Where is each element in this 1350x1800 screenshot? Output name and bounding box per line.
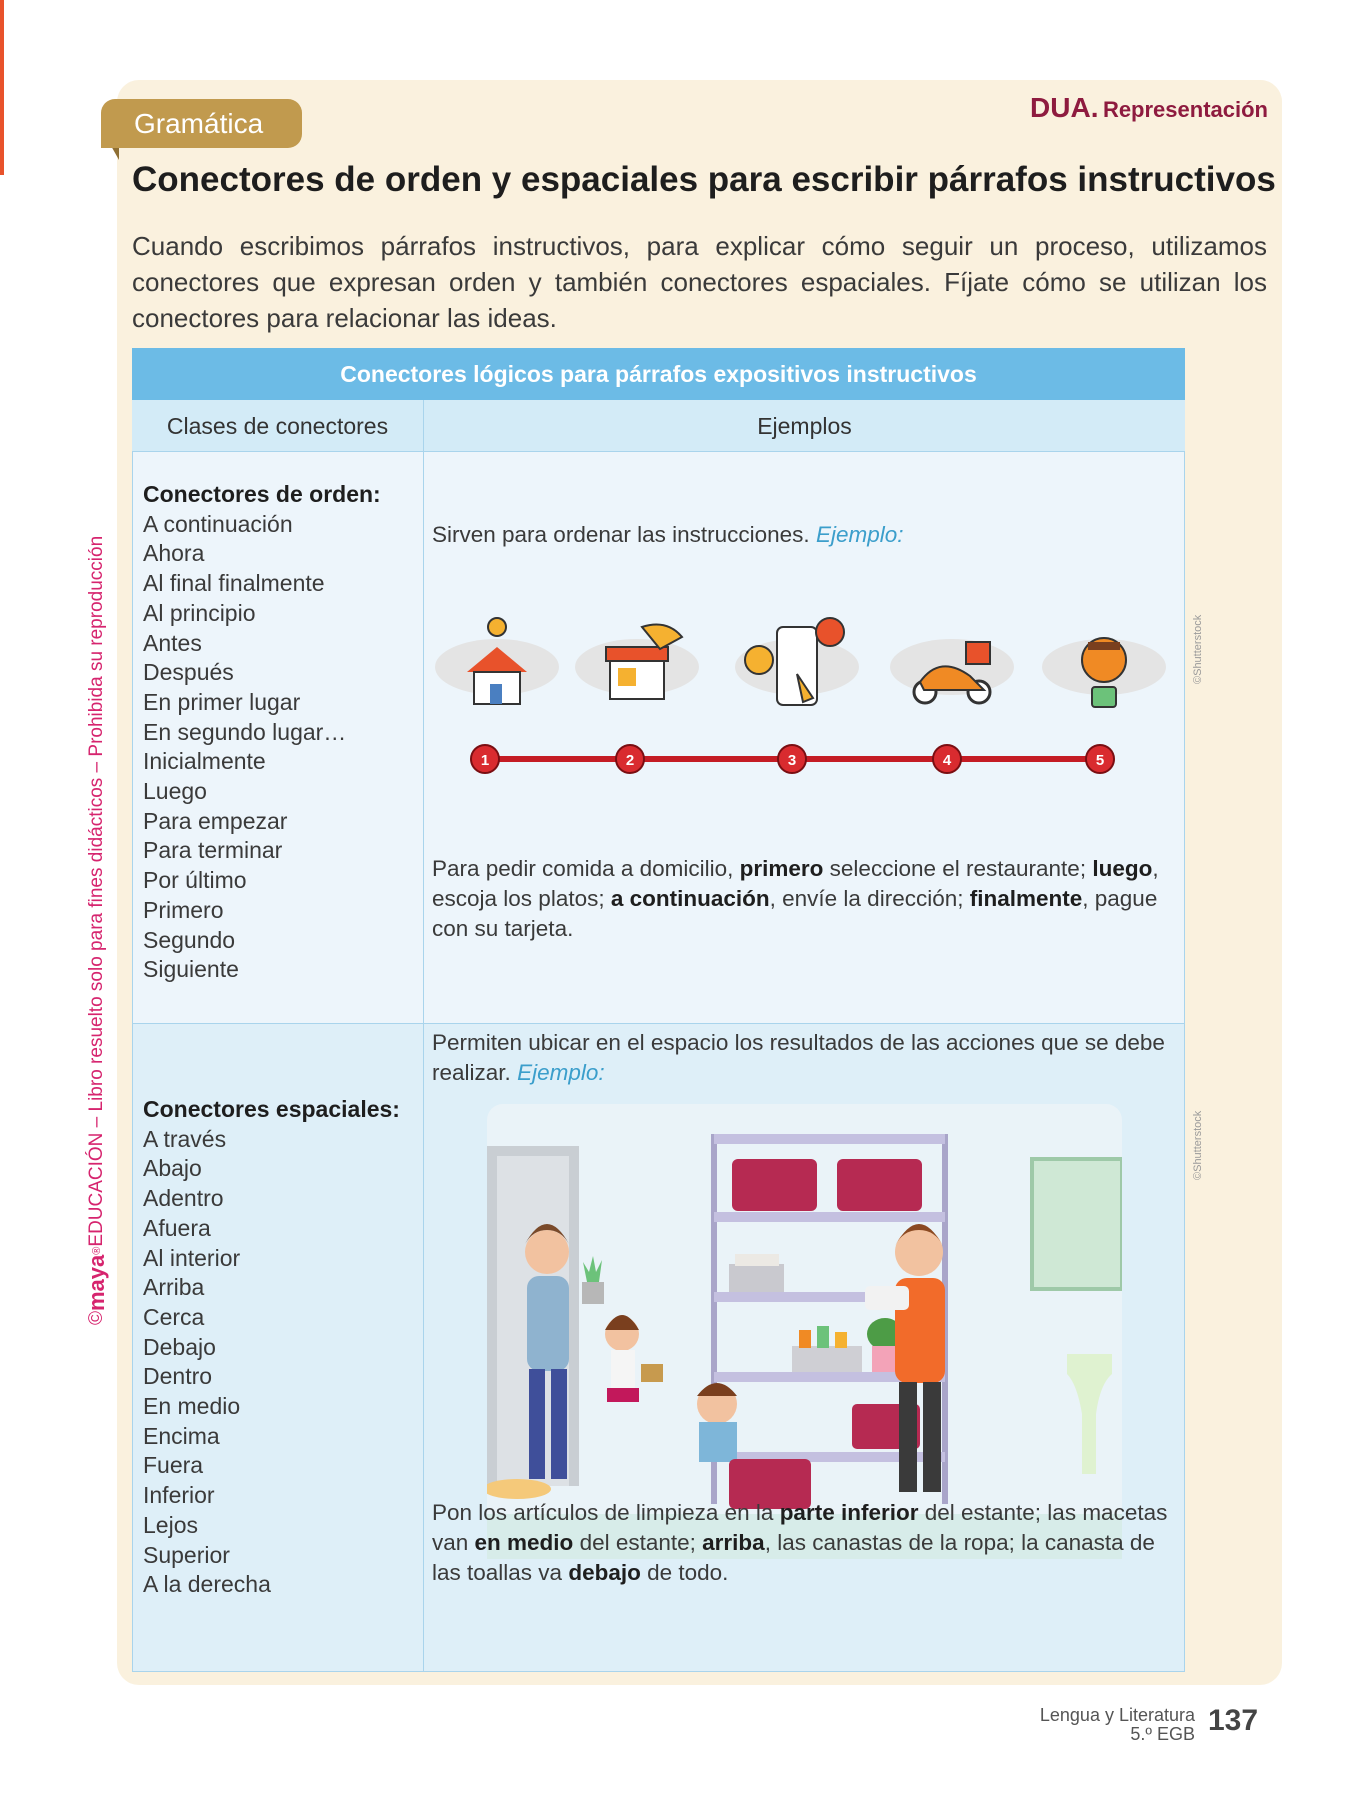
footer-subject <box>990 1706 1195 1744</box>
step-5-marker <box>1086 745 1114 773</box>
dua-label <box>1025 92 1268 124</box>
image-credit-1: ©Shutterstock <box>1192 614 1204 684</box>
copyright-symbol: © <box>86 1311 107 1325</box>
highlight-connector: parte inferior <box>779 1500 919 1525</box>
connectors-table <box>132 348 1185 1672</box>
order-heading: Conectores de orden: <box>143 481 381 507</box>
list-item: En primer lugar <box>143 688 301 715</box>
highlight-connector: primero <box>739 856 824 881</box>
spatial-heading: Conectores espaciales: <box>143 1096 400 1122</box>
dua-key: DUA. <box>1030 92 1099 123</box>
intro-paragraph: Cuando escribimos párrafos instructivos, para explicar cómo seguir un proceso, utilizamos conectores que expresan orden y también conectores espaciales. Fíjate cómo se utilizan los conectores para relacionar las ideas. <box>132 231 1267 333</box>
order-description-text: Sirven para ordenar las instrucciones. <box>432 522 810 547</box>
step-2-marker <box>616 745 644 773</box>
registered-mark: ® <box>91 1246 103 1255</box>
list-item: Inferior <box>143 1482 215 1509</box>
delivery-scooter-icon <box>890 639 1014 703</box>
spatial-description-text: Permiten ubicar en el espacio los resultados de las acciones que se debe realizar. <box>432 1030 1165 1085</box>
subject-name: Lengua y Literatura <box>1039 1705 1195 1725</box>
order-example-sentence: Para pedir comida a domicilio, primero seleccione el restaurante; luego, escoja los platos; a continuación, envíe la dirección; finalmente, pague con su tarjeta. <box>432 856 1159 941</box>
list-item: Segundo <box>143 926 236 953</box>
list-item: Debajo <box>143 1333 216 1360</box>
step-4-marker <box>933 745 961 773</box>
order-connectors-list <box>143 480 381 985</box>
spatial-description <box>432 1028 1177 1088</box>
list-item: Arriba <box>143 1274 205 1301</box>
list-item: Por último <box>143 867 247 894</box>
restaurant-location-icon <box>435 618 559 704</box>
towel-box <box>729 1254 784 1292</box>
list-item: Después <box>143 659 234 686</box>
list-item: Superior <box>143 1541 230 1568</box>
store-tap-icon <box>575 625 699 699</box>
list-item: Afuera <box>143 1214 211 1241</box>
page-title: Conectores de orden y espaciales para escribir párrafos instructivos <box>132 160 1276 199</box>
list-item: En medio <box>143 1393 241 1420</box>
list-item: Cerca <box>143 1303 205 1330</box>
list-item: Al interior <box>143 1244 241 1271</box>
spatial-example-cell <box>424 1024 1185 1672</box>
brand-name: maya <box>84 1254 109 1311</box>
grade-label: 5.º EGB <box>1130 1724 1195 1744</box>
example-label: Ejemplo: <box>815 522 904 547</box>
order-connectors-cell <box>132 452 424 1024</box>
order-description <box>432 520 1177 550</box>
side-copyright-note <box>84 465 110 1325</box>
list-item: Siguiente <box>143 956 239 983</box>
dua-value: Representación <box>1102 97 1268 122</box>
list-item: Luego <box>143 778 207 805</box>
highlight-connector: finalmente <box>969 886 1083 911</box>
phone-food-icon <box>735 618 859 705</box>
list-item: Dentro <box>143 1363 213 1390</box>
list-item: A la derecha <box>143 1571 271 1598</box>
highlight-connector: a continuación <box>610 886 770 911</box>
list-item: Primero <box>143 896 224 923</box>
shelf-illustration <box>487 1104 1122 1559</box>
step-3-marker <box>778 745 806 773</box>
list-item: En segundo lugar… <box>143 718 347 745</box>
customer-payment-icon <box>1042 638 1166 707</box>
table-title: Conectores lógicos para párrafos expositivos instructivos <box>132 348 1185 400</box>
side-note-text: EDUCACIÓN – Libro resuelto solo para fines didácticos – Prohibida su reproducción <box>86 535 107 1247</box>
page-edge-bar <box>0 0 4 175</box>
highlight-connector: debajo <box>568 1560 641 1585</box>
step-5-label: 5 <box>1095 752 1105 769</box>
col-header-examples: Ejemplos <box>424 400 1185 452</box>
list-item: Para empezar <box>143 807 288 834</box>
spatial-connectors-cell <box>132 1024 424 1672</box>
list-item: Al final finalmente <box>143 570 325 597</box>
list-item: Encima <box>143 1422 220 1449</box>
list-item: Al principio <box>143 599 256 626</box>
highlight-connector: arriba <box>702 1530 765 1555</box>
step-1-marker <box>471 745 499 773</box>
list-item: Ahora <box>143 540 205 567</box>
spatial-connectors-list <box>143 1095 400 1600</box>
list-item: A continuación <box>143 510 293 537</box>
page-number: 137 <box>1208 1704 1259 1737</box>
order-example-cell <box>424 452 1185 1024</box>
step-3-label: 3 <box>787 752 797 769</box>
spatial-example-sentence: Pon los artículos de limpieza en la parte inferior del estante; las macetas van en medio del estante; arriba, las canastas de la ropa; la canasta de las toallas va debajo de todo. <box>432 1500 1168 1585</box>
list-item: Antes <box>143 629 202 656</box>
list-item: Adentro <box>143 1185 224 1212</box>
list-item: Fuera <box>143 1452 204 1479</box>
list-item: Para terminar <box>143 837 283 864</box>
list-item: A través <box>143 1125 227 1152</box>
highlight-connector: luego <box>1092 856 1153 881</box>
example-label: Ejemplo: <box>517 1060 605 1085</box>
list-item: Abajo <box>143 1155 202 1182</box>
list-item: Inicialmente <box>143 748 266 775</box>
section-tab: Gramática <box>101 99 302 148</box>
highlight-connector: en medio <box>474 1530 574 1555</box>
step-4-label: 4 <box>942 752 952 769</box>
step-2-label: 2 <box>625 752 635 769</box>
step-1-label: 1 <box>480 752 490 769</box>
order-steps-illustration <box>432 612 1177 802</box>
list-item: Lejos <box>143 1511 198 1538</box>
col-header-classes: Clases de conectores <box>132 400 424 452</box>
image-credit-2: ©Shutterstock <box>1192 1110 1204 1180</box>
